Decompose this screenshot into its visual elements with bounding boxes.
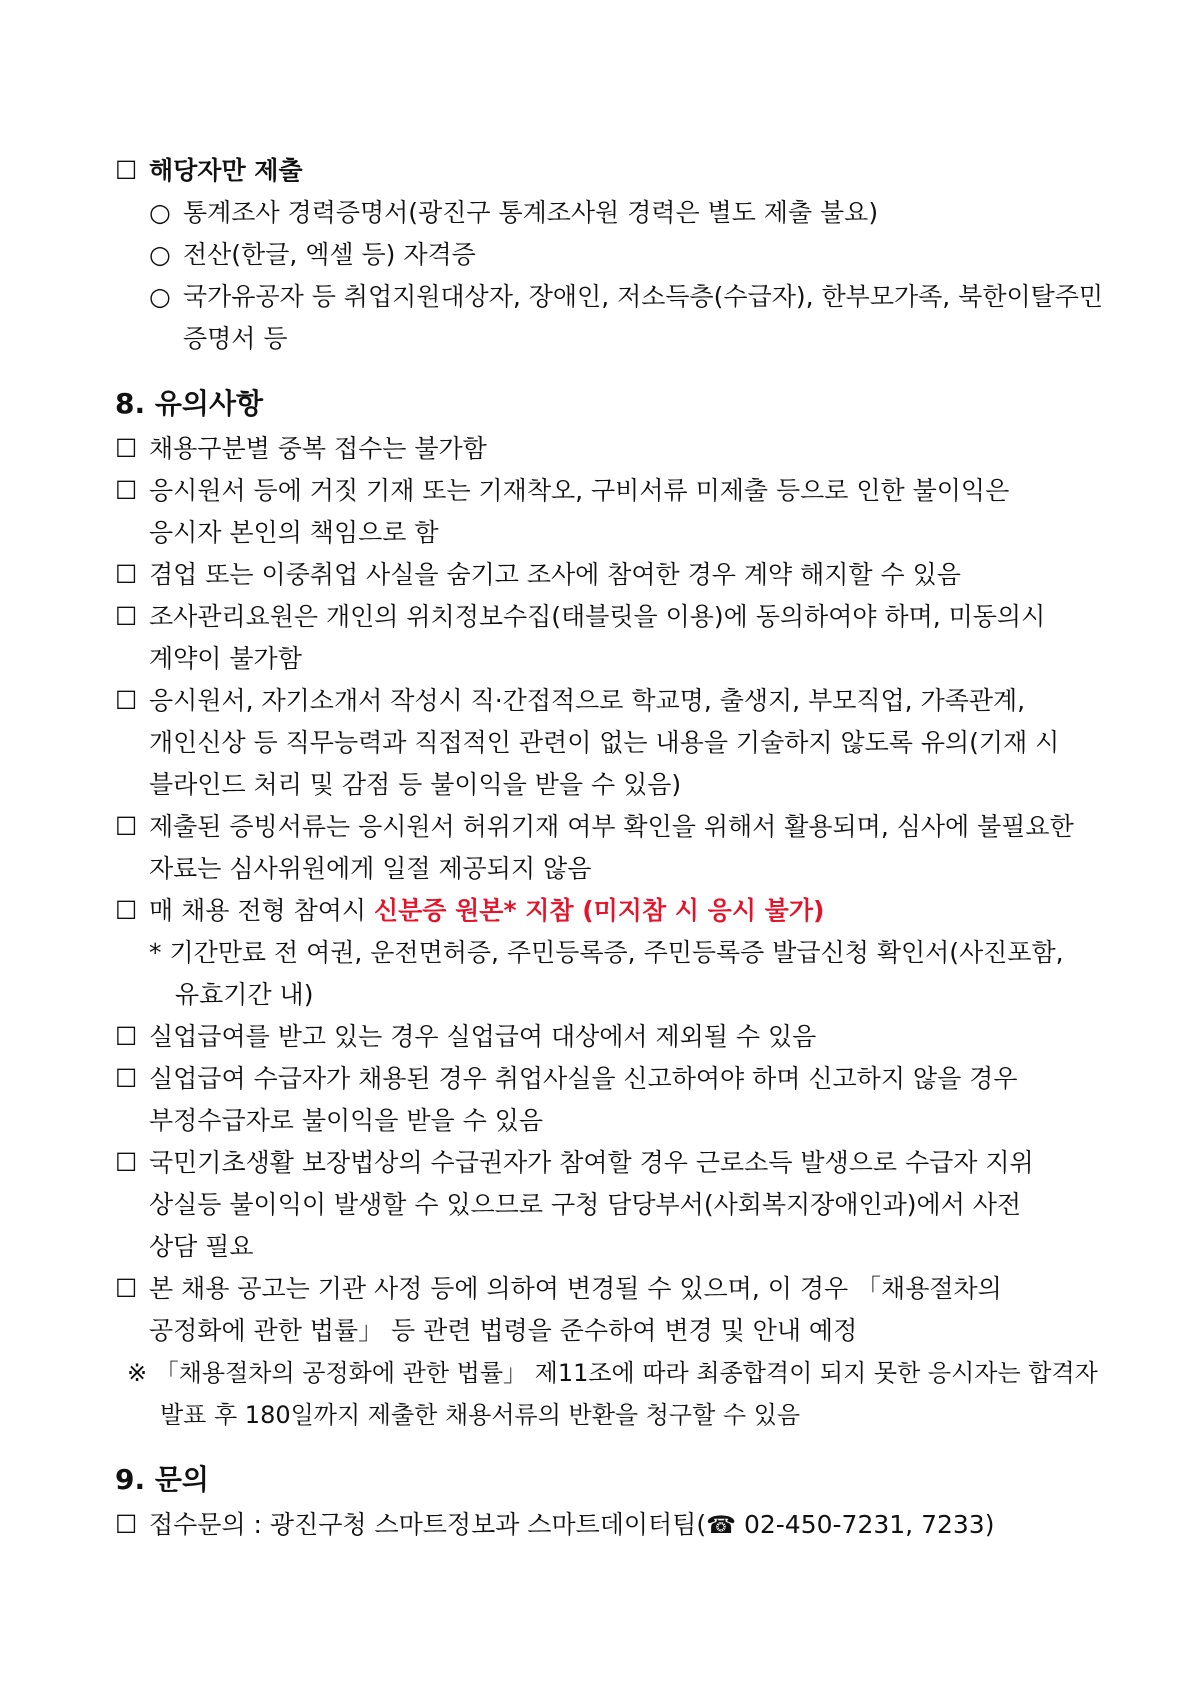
list-item: ○ 국가유공자 등 취업지원대상자, 장애인, 저소득층(수급자), 한부모가족, 북한이탈주민	[115, 276, 1090, 318]
checkbox-square-icon: ☐	[115, 434, 138, 463]
note-item: ☐ 응시원서 등에 거짓 기재 또는 기재착오, 구비서류 미제출 등으로 인한 불이익은	[115, 470, 1090, 512]
note-item-continuation: 블라인드 처리 및 감점 등 불이익을 받을 수 있음)	[149, 770, 682, 799]
checkbox-square-icon: ☐	[115, 686, 138, 715]
list-item: ○ 통계조사 경력증명서(광진구 통계조사원 경력은 별도 제출 불요)	[115, 192, 1090, 234]
list-item: ○ 전산(한글, 엑셀 등) 자격증	[115, 234, 1090, 276]
document-page	[115, 150, 1104, 1546]
note-item-continuation: 개인신상 등 직무능력과 직접적인 관련이 없는 내용을 기술하지 않도록 유의(기재 시	[149, 728, 1060, 757]
list-item-continuation: 증명서 등	[183, 324, 288, 353]
id-required-warning: 신분증 원본* 지참 (미지참 시 응시 불가)	[374, 896, 825, 925]
note-item: ☐ 조사관리요원은 개인의 위치정보수집(태블릿을 이용)에 동의하여야 하며, 미동의시	[115, 596, 1090, 638]
checkbox-square-icon: ☐	[115, 156, 138, 185]
note-item: ☐ 실업급여 수급자가 채용된 경우 취업사실을 신고하여야 하며 신고하지 않을 경우	[115, 1058, 1090, 1100]
note-item-continuation: 자료는 심사위원에게 일절 제공되지 않음	[149, 854, 592, 883]
checkbox-square-icon: ☐	[115, 1064, 138, 1093]
checkbox-square-icon: ☐	[115, 812, 138, 841]
note-item: ☐ 채용구분별 중복 접수는 불가함	[115, 428, 1090, 470]
note-item: ☐ 실업급여를 받고 있는 경우 실업급여 대상에서 제외될 수 있음	[115, 1016, 1090, 1058]
note-item-continuation: 계약이 불가함	[149, 644, 302, 673]
footnote-continuation: 유효기간 내)	[175, 980, 314, 1009]
submit-if-applicable-heading: ☐ 해당자만 제출	[115, 150, 1090, 192]
note-item-id-required: ☐ 매 채용 전형 참여시 신분증 원본* 지참 (미지참 시 응시 불가)	[115, 890, 1090, 932]
contact-line: ☐ 접수문의 : 광진구청 스마트정보과 스마트데이터팀(☎ 02-450-7231, 7233)	[115, 1504, 1090, 1546]
checkbox-square-icon: ☐	[115, 1148, 138, 1177]
phone-icon: ☎	[706, 1511, 737, 1539]
note-item-continuation: 부정수급자로 불이익을 받을 수 있음	[149, 1106, 544, 1135]
checkbox-square-icon: ☐	[115, 602, 138, 631]
note-item: ☐ 제출된 증빙서류는 응시원서 허위기재 여부 확인을 위해서 활용되며, 심사에 불필요한	[115, 806, 1090, 848]
note-item: ☐ 본 채용 공고는 기관 사정 등에 의하여 변경될 수 있으며, 이 경우 「채용절차의	[115, 1268, 1090, 1310]
circle-bullet-icon: ○	[149, 282, 171, 311]
checkbox-square-icon: ☐	[115, 1510, 138, 1539]
note-item-continuation: 공정화에 관한 법률」 등 관련 법령을 준수하여 변경 및 안내 예정	[149, 1316, 858, 1345]
note-item-continuation: 상담 필요	[149, 1232, 254, 1261]
reference-note: ※ 「채용절차의 공정화에 관한 법률」 제11조에 따라 최종합격이 되지 못한 응시자는 합격자	[127, 1359, 1098, 1387]
reference-note-continuation: 발표 후 180일까지 제출한 채용서류의 반환을 청구할 수 있음	[160, 1401, 801, 1429]
circle-bullet-icon: ○	[149, 240, 171, 269]
note-item: ☐ 국민기초생활 보장법상의 수급권자가 참여할 경우 근로소득 발생으로 수급자 지위	[115, 1142, 1090, 1184]
checkbox-square-icon: ☐	[115, 560, 138, 589]
note-item-continuation: 상실등 불이익이 발생할 수 있으므로 구청 담당부서(사회복지장애인과)에서 사전	[149, 1190, 1022, 1219]
checkbox-square-icon: ☐	[115, 1022, 138, 1051]
note-item-continuation: 응시자 본인의 책임으로 함	[149, 518, 439, 547]
checkbox-square-icon: ☐	[115, 1274, 138, 1303]
section-title-notes: 8. 유의사항	[115, 387, 264, 420]
footnote-line: * 기간만료 전 여권, 운전면허증, 주민등록증, 주민등록증 발급신청 확인서(사진포함,	[149, 938, 1064, 967]
section-title-inquiry: 9. 문의	[115, 1463, 209, 1496]
checkbox-square-icon: ☐	[115, 896, 138, 925]
circle-bullet-icon: ○	[149, 198, 171, 227]
checkbox-square-icon: ☐	[115, 476, 138, 505]
note-item: ☐ 겸업 또는 이중취업 사실을 숨기고 조사에 참여한 경우 계약 해지할 수 있음	[115, 554, 1090, 596]
note-item: ☐ 응시원서, 자기소개서 작성시 직·간접적으로 학교명, 출생지, 부모직업, 가족관계,	[115, 680, 1090, 722]
